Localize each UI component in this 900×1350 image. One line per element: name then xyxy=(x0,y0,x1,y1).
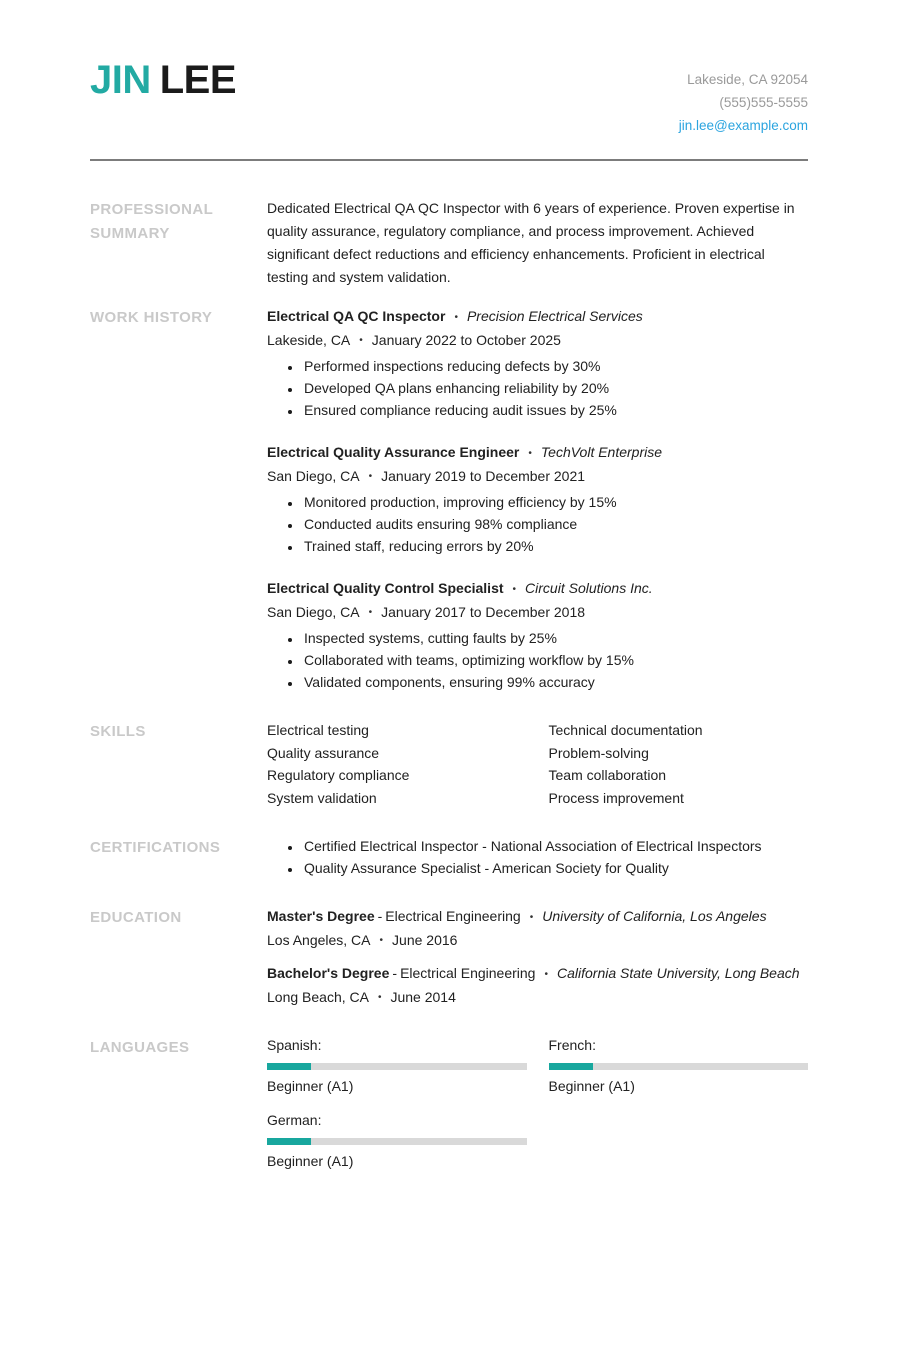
job-location: San Diego, CA xyxy=(267,603,360,620)
job-title: Electrical Quality Assurance Engineer xyxy=(267,444,520,460)
degree-entry xyxy=(267,905,808,952)
language-progress-track xyxy=(267,1138,527,1145)
job-title: Electrical QA QC Inspector xyxy=(267,308,446,324)
language-name: French: xyxy=(548,1037,596,1053)
separator-dot: • xyxy=(544,968,548,980)
separator-dot: • xyxy=(359,335,363,346)
certification-item: • Certified Electrical Inspector - National Association of Electrical Inspectors xyxy=(302,835,808,857)
job-dates: January 2019 to December 2021 xyxy=(381,467,586,484)
bullet-item: • Monitored production, improving efficiency by 15% xyxy=(302,491,808,513)
separator-dot: • xyxy=(454,311,458,323)
skill-item: Team collaboration xyxy=(548,767,667,783)
language-level: Beginner (A1) xyxy=(548,1078,635,1094)
job-title-line xyxy=(267,441,808,465)
language-progress-fill xyxy=(267,1138,311,1145)
language-entry xyxy=(549,1035,809,1097)
job-bullets xyxy=(267,491,808,557)
section-professional-summary xyxy=(90,197,808,289)
section-label-work-history: WORK HISTORY xyxy=(90,309,213,326)
degree-location: Long Beach, CA xyxy=(267,988,369,1005)
degree-location: Los Angeles, CA xyxy=(267,931,371,948)
job-location: Lakeside, CA xyxy=(267,331,351,348)
separator-dot: • xyxy=(379,935,384,946)
certification-list xyxy=(267,835,808,879)
separator-dot: • xyxy=(512,583,517,595)
contact-block xyxy=(679,68,808,137)
job-title-line xyxy=(267,577,808,601)
degree-field: Electrical Engineering xyxy=(400,965,536,981)
bullet-item: • Validated components, ensuring 99% accuracy xyxy=(302,671,808,693)
language-progress-fill xyxy=(549,1063,593,1070)
resume-header xyxy=(90,56,808,137)
bullet-item: • Conducted audits ensuring 98% compliance xyxy=(302,513,808,535)
separator-dash: - xyxy=(392,965,398,981)
section-label-skills: SKILLS xyxy=(90,723,146,740)
language-level: Beginner (A1) xyxy=(267,1153,354,1169)
section-label-certifications: CERTIFICATIONS xyxy=(90,839,221,856)
degree-date: June 2016 xyxy=(392,931,458,948)
candidate-name xyxy=(90,56,236,104)
job-meta-line xyxy=(267,601,808,625)
summary-content xyxy=(267,197,808,289)
skill-item: Problem-solving xyxy=(548,744,649,761)
certification-item: • Quality Assurance Specialist - American Society for Quality xyxy=(302,857,808,879)
separator-dash: - xyxy=(377,908,383,924)
separator-dot: • xyxy=(529,911,534,923)
job-dates: January 2017 to December 2018 xyxy=(381,603,586,620)
job-entry xyxy=(267,305,808,421)
section-label-professional-summary: PROFESSIONAL SUMMARY xyxy=(90,201,213,242)
degree-field: Electrical Engineering xyxy=(385,908,521,924)
language-progress-fill xyxy=(267,1063,311,1070)
section-languages xyxy=(90,1035,808,1172)
skills-column-1 xyxy=(267,719,527,809)
degree-meta-line xyxy=(267,929,808,953)
degree-school: University of California, Los Angeles xyxy=(542,908,767,924)
job-bullets xyxy=(267,627,808,693)
bullet-item: • Inspected systems, cutting faults by 25% xyxy=(302,627,808,649)
job-meta-line xyxy=(267,329,808,353)
job-entry xyxy=(267,577,808,693)
degree-title-line xyxy=(267,962,808,986)
degree-date: June 2014 xyxy=(390,988,456,1005)
section-label-languages: LANGUAGES xyxy=(90,1039,190,1056)
bullet-item: • Developed QA plans enhancing reliability by 20% xyxy=(302,377,808,399)
bullet-item: • Trained staff, reducing errors by 20% xyxy=(302,535,808,557)
section-work-history xyxy=(90,305,808,693)
section-skills xyxy=(90,719,808,809)
contact-email-link[interactable]: jin.lee@example.com xyxy=(678,118,808,133)
header-divider xyxy=(90,159,808,161)
degree-meta-line xyxy=(267,986,808,1010)
languages-content xyxy=(267,1035,808,1172)
language-name: German: xyxy=(267,1112,322,1128)
job-title-line xyxy=(267,305,808,329)
separator-dot: • xyxy=(377,992,382,1003)
language-progress-track xyxy=(267,1063,527,1070)
job-entry xyxy=(267,441,808,557)
education-content xyxy=(267,905,808,1009)
skills-column-2 xyxy=(549,719,809,809)
skill-item: Process improvement xyxy=(548,789,684,806)
job-company: Precision Electrical Services xyxy=(466,308,643,324)
resume-body xyxy=(90,197,808,1172)
degree-title-line xyxy=(267,905,808,929)
language-progress-track xyxy=(549,1063,809,1070)
language-entry xyxy=(267,1035,527,1097)
section-education xyxy=(90,905,808,1009)
section-label-education: EDUCATION xyxy=(90,909,182,926)
job-bullets xyxy=(267,355,808,421)
skill-item: Quality assurance xyxy=(267,744,380,761)
skills-grid xyxy=(267,719,808,809)
languages-grid xyxy=(267,1035,808,1172)
job-company: Circuit Solutions Inc. xyxy=(525,580,653,596)
job-title: Electrical Quality Control Specialist xyxy=(267,580,504,596)
degree-entry xyxy=(267,962,808,1009)
last-name: LEE xyxy=(159,58,237,102)
section-certifications xyxy=(90,835,808,879)
separator-dot: • xyxy=(368,607,373,618)
language-level: Beginner (A1) xyxy=(267,1078,354,1094)
separator-dot: • xyxy=(528,447,532,459)
skills-content xyxy=(267,719,808,809)
bullet-item: • Performed inspections reducing defects by 30% xyxy=(302,355,808,377)
job-dates: January 2022 to October 2025 xyxy=(371,331,561,348)
skill-item: Technical documentation xyxy=(548,722,703,738)
bullet-item: • Ensured compliance reducing audit issues by 25% xyxy=(302,399,808,421)
degree-name: Bachelor's Degree xyxy=(267,965,390,981)
job-meta-line xyxy=(267,465,808,489)
skill-item: Regulatory compliance xyxy=(267,767,410,783)
first-name: JIN xyxy=(90,58,151,102)
skill-item: Electrical testing xyxy=(267,722,369,738)
certifications-content xyxy=(267,835,808,879)
language-entry xyxy=(267,1110,527,1172)
job-company: TechVolt Enterprise xyxy=(540,444,663,460)
bullet-item: • Collaborated with teams, optimizing workflow by 15% xyxy=(302,649,808,671)
contact-location: Lakeside, CA 92054 xyxy=(687,72,808,87)
skill-item: System validation xyxy=(267,789,377,806)
separator-dot: • xyxy=(368,471,373,482)
job-location: San Diego, CA xyxy=(267,467,360,484)
degree-name: Master's Degree xyxy=(267,908,375,924)
language-name: Spanish: xyxy=(267,1037,322,1053)
work-history-content xyxy=(267,305,808,693)
degree-school: California State University, Long Beach xyxy=(556,965,800,981)
summary-text: Dedicated Electrical QA QC Inspector with 6 years of experience. Proven expertise in quality assurance, regulatory compliance, and process improvement. Achieved significant defect reductions and efficiency enhancements. Proficient in electrical testing and system validation. xyxy=(267,200,795,285)
contact-phone: (555)555-5555 xyxy=(719,95,808,110)
